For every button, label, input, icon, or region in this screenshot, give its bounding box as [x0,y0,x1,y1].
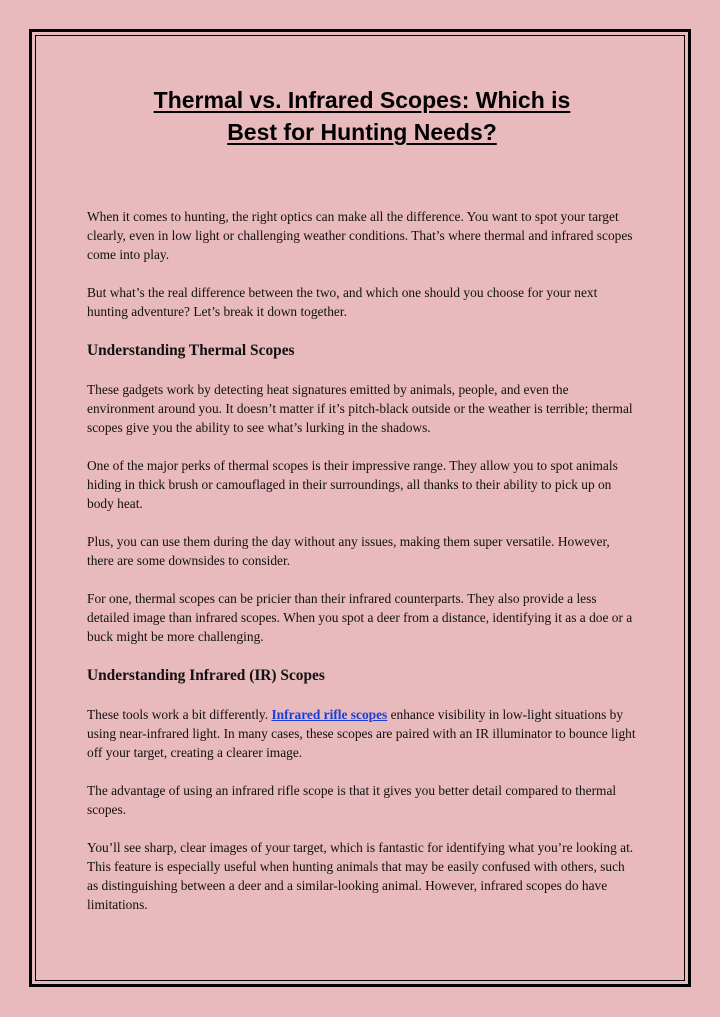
infrared-paragraph-2: The advantage of using an infrared rifle scope is that it gives you better detail compared to thermal scopes. [87,783,617,817]
infrared-paragraph-1 [87,705,637,762]
intro-paragraph-2: But what’s the real difference between the two, and which one should you choose for your next hunting adventure? Let’s break it down together. [87,285,598,319]
page-title [87,84,637,148]
infrared-p1-before: These tools work a bit differently. [87,707,272,722]
thermal-paragraph-4: For one, thermal scopes can be pricier than their infrared counterparts. They also provide a less detailed image than infrared scopes. When you spot a deer from a distance, identifying it as a doe or a buck might be more challenging. [87,591,633,644]
title-line-1: Thermal vs. Infrared Scopes: Which is [153,87,571,113]
infrared-heading: Understanding Infrared (IR) Scopes [87,667,325,684]
thermal-heading: Understanding Thermal Scopes [87,342,295,359]
title-line-2: Best for Hunting Needs? [227,119,497,145]
intro-paragraph-1: When it comes to hunting, the right optics can make all the difference. You want to spot your target clearly, even in low light or challenging weather conditions. That’s where thermal and infrared scopes come into play. [87,209,633,262]
infrared-rifle-scopes-link[interactable]: Infrared rifle scopes [271,707,388,722]
thermal-paragraph-2: One of the major perks of thermal scopes is their impressive range. They allow you to spot animals hiding in thick brush or camouflaged in their surroundings, all thanks to their ability to pick up on body heat. [87,458,618,511]
article [87,84,637,914]
thermal-paragraph-3: Plus, you can use them during the day without any issues, making them super versatile. However, there are some downsides to consider. [87,534,610,568]
infrared-p1-after: enhance visibility in low-light situations by using near-infrared light. In many cases, these scopes are paired with an IR illuminator to bounce light off your target, creating a clearer image. [87,707,636,760]
infrared-paragraph-3: You’ll see sharp, clear images of your target, which is fantastic for identifying what you’re looking at. This feature is especially useful when hunting animals that may be easily confused with others, such as distinguishing between a deer and a similar-looking animal. However, infrared scopes do have limitations. [87,840,634,912]
thermal-paragraph-1: These gadgets work by detecting heat signatures emitted by animals, people, and even the environment around you. It doesn’t matter if it’s pitch-black outside or the weather is terrible; thermal scopes give you the ability to see what’s lurking in the shadows. [87,382,633,435]
